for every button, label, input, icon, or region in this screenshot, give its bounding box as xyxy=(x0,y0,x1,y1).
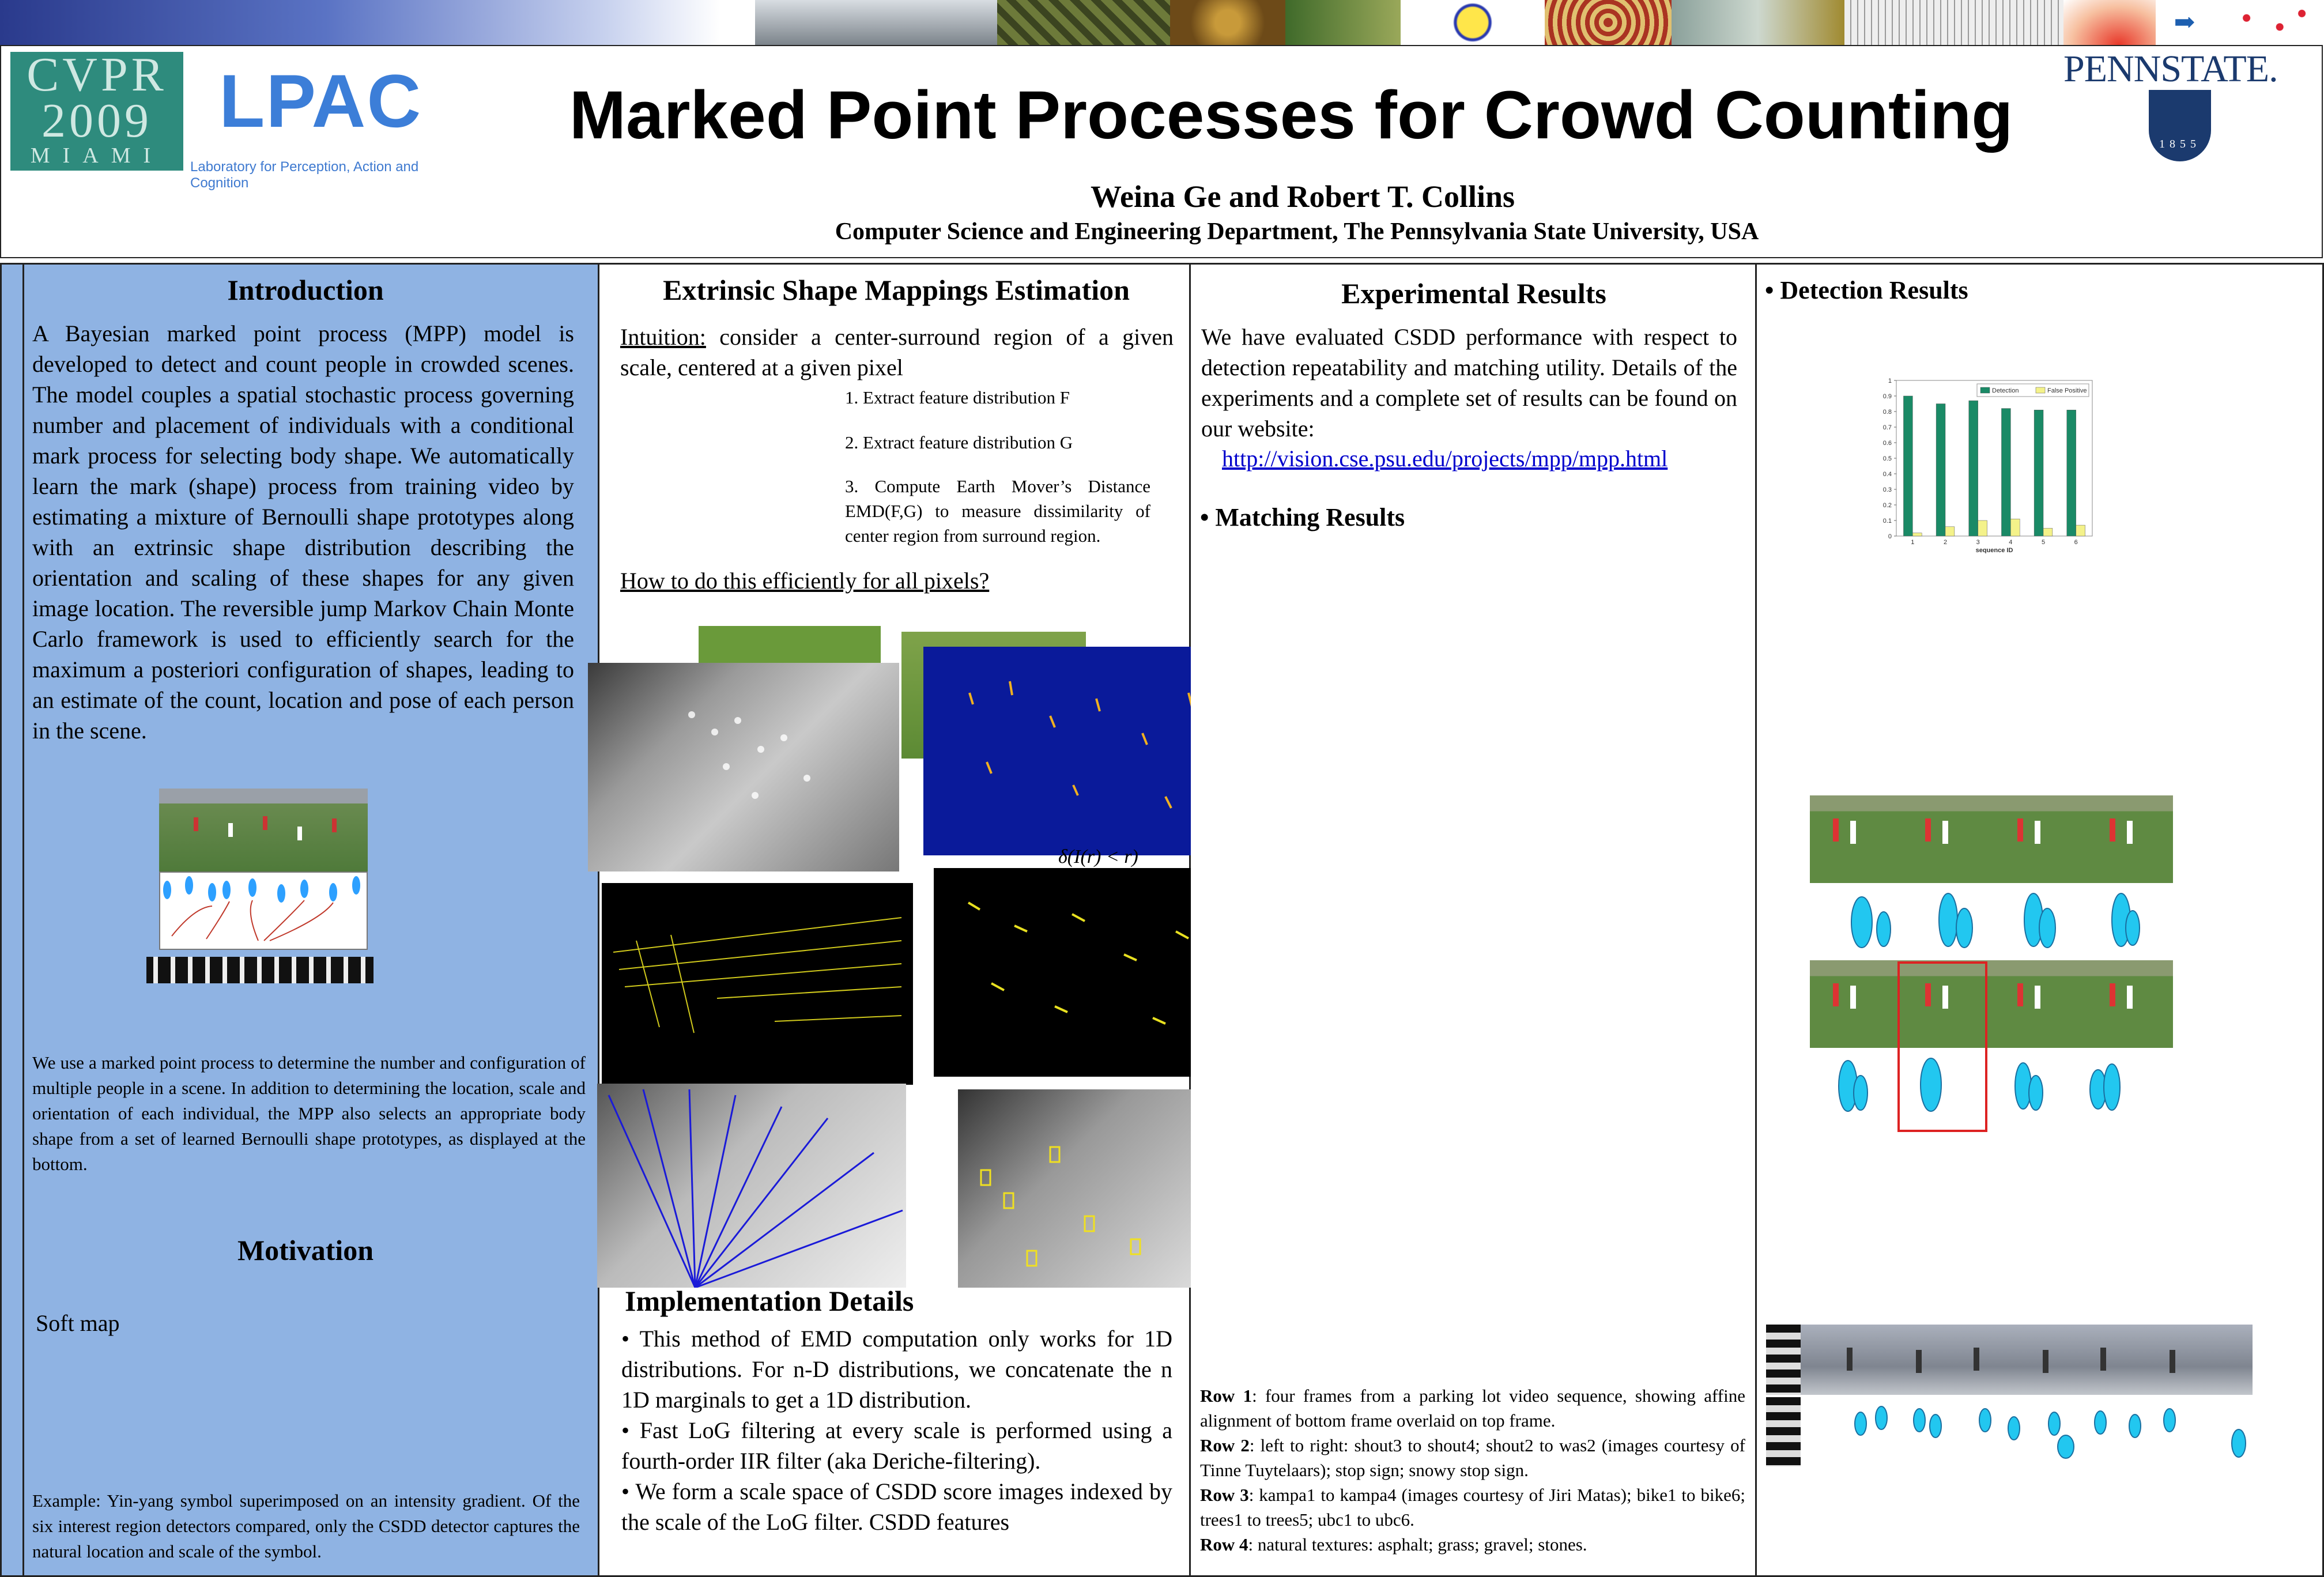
shape-mark-image xyxy=(159,871,368,950)
chart-bar-detection xyxy=(2067,410,2076,536)
step-1: 1. Extract feature distribution F xyxy=(845,387,1070,408)
chart-y-tick-label: 0.6 xyxy=(1882,440,1892,447)
chart-y-tick-label: 1 xyxy=(1888,378,1892,384)
flower-thumbnail xyxy=(1672,0,1844,45)
motivation-title: Motivation xyxy=(237,1234,374,1266)
bernoulli-prototypes-strip xyxy=(146,957,373,983)
row-caption-4-text: : natural textures: asphalt; grass; gravel; stones. xyxy=(1248,1534,1587,1555)
chart-legend-swatch xyxy=(1980,387,1990,393)
intuition-text: consider a center-surround region of a given scale, centered at a given pixel xyxy=(620,324,1174,380)
row-caption-1 xyxy=(1200,1383,1745,1433)
pennstate-shield-icon xyxy=(2149,90,2211,161)
chart-x-tick-label: 4 xyxy=(2009,539,2013,546)
lpac-logo: LPAC xyxy=(219,59,422,143)
gradient-thumbnail xyxy=(2063,0,2156,45)
chart-x-tick-label: 6 xyxy=(2074,539,2078,546)
chart-y-tick-label: 0.4 xyxy=(1882,471,1892,478)
pattern-thumbnail xyxy=(1545,0,1672,45)
cvpr-logo-line1: CVPR xyxy=(27,48,167,101)
introduction-paragraph: A Bayesian marked point process (MPP) model is developed to detect and count people in crowded scenes. The model couples a spatial stochastic process governing number and placement of individuals with a conditional mark process for selecting body shape. We automatically learn the mark (shape) process from training video by estimating a mixture of Bernoulli shape prototypes along with an extrinsic shape distribution describing the orientation and scaling of these shapes for any given image location. The reversible jump Markov Chain Monte Carlo framework is used to efficiently search for the maximum a posteriori configuration of shapes, leading to an estimate of the count, location and pose of each person in the scene. xyxy=(32,320,574,744)
soft-map-label: Soft map xyxy=(36,1310,120,1336)
chart-legend-label: Detection xyxy=(1992,387,2019,394)
chart-y-tick-label: 0.8 xyxy=(1882,409,1892,416)
chart-bar-detection xyxy=(1969,401,1978,536)
city-thumbnail xyxy=(755,0,997,45)
chart-bar-false-positive xyxy=(1978,520,1987,536)
chart-bar-false-positive xyxy=(1912,533,1922,536)
collage-blue-rays-image xyxy=(597,1084,906,1288)
experimental-text: We have evaluated CSDD performance with respect to detection repeatability and matching utility. Details of the experiments and a complete set of results can be found on our website: xyxy=(1201,324,1737,442)
dots-thumbnail xyxy=(2213,0,2324,45)
collage-crowd-image xyxy=(588,663,899,871)
chart-bar-false-positive xyxy=(1945,527,1955,536)
chart-y-tick-label: 0.7 xyxy=(1882,424,1892,431)
chart-y-tick-label: 0.5 xyxy=(1882,455,1892,462)
chart-bar-detection xyxy=(1936,404,1945,537)
chart-bar-detection xyxy=(2034,410,2043,536)
implementation-text: • This method of EMD computation only works for 1D distributions. For n-D distributions, we concatenate the n 1D marginals to get a 1D distribution. • Fast LoG filtering at every scale is performed using a fourth-order IIR filter (aka Deriche-filtering). • We form a scale space of CSDD score images indexed by the scale of the LoG filter. CSDD features xyxy=(621,1326,1172,1535)
experimental-title: Experimental Results xyxy=(1341,277,1606,310)
introduction-caption: We use a marked point process to determine the number and configuration of multiple people in a scene. In addition to determining the location, scale and orientation of each individual, the MPP also selects an appropriate body shape from a set of learned Bernoulli shape prototypes, as displayed at the bottom. xyxy=(32,1052,586,1174)
row-caption-4 xyxy=(1200,1532,1745,1557)
chart-y-tick-label: 0.2 xyxy=(1882,502,1892,509)
collage-yellow-boxes-image xyxy=(958,1089,1204,1288)
leopard-thumbnail xyxy=(1170,0,1285,45)
formula-fragment: δ(I(r) < r) xyxy=(1058,846,1138,867)
chart-x-axis-label: sequence ID xyxy=(1975,547,2013,553)
grid-thumbnail xyxy=(1844,0,2063,45)
affiliation: Computer Science and Engineering Department, The Pennsylvania State University, USA xyxy=(835,218,1759,245)
collage-blue-map-image xyxy=(923,647,1235,855)
row-caption-1-text: : four frames from a parking lot video sequence, showing affine alignment of bottom frame overlaid on top frame. xyxy=(1200,1386,1746,1431)
row-caption-2-text: : left to right: shout3 to shout4; shout2 to was2 (images courtesy of Tinne Tuytelaars); stop sign; snowy stop sign. xyxy=(1200,1435,1745,1480)
chart-y-tick-label: 0.3 xyxy=(1882,486,1892,493)
bottom-video-frames xyxy=(1766,1325,2253,1395)
project-website-link[interactable]: http://vision.cse.psu.edu/projects/mpp/mpp.html xyxy=(1222,446,1668,471)
extrinsic-title: Extrinsic Shape Mappings Estimation xyxy=(663,274,1130,306)
detection-shapes-row-2 xyxy=(1810,1052,2173,1122)
chart-y-tick-label: 0.9 xyxy=(1882,393,1892,400)
step-3: 3. Compute Earth Mover’s Distance EMD(F,G) to measure dissimilarity of center region from surround region. xyxy=(845,476,1150,546)
cvpr-logo-line3: MIAMI xyxy=(30,144,164,168)
soccer-frame-image xyxy=(159,788,368,871)
collage-yellow-edges-image xyxy=(602,883,913,1085)
chart-bar-false-positive xyxy=(2010,519,2020,536)
chart-legend-label: False Positive xyxy=(2047,387,2087,394)
chart-bar-false-positive xyxy=(2043,529,2053,537)
row-caption-3 xyxy=(1200,1482,1745,1532)
extrinsic-intuition xyxy=(620,322,1174,383)
shield-year: 1855 xyxy=(2159,138,2201,150)
chart-y-tick-label: 0.1 xyxy=(1882,518,1892,525)
row-caption-1-label: Row 1 xyxy=(1200,1386,1252,1406)
row-caption-3-text: : kampa1 to kampa4 (images courtesy of Jiri Matas); bike1 to bike6; trees1 to trees5; ubc1 to ubc6. xyxy=(1200,1485,1745,1530)
lpac-subtitle: Laboratory for Perception, Action and Cognition xyxy=(190,159,419,191)
detection-frames-row-2 xyxy=(1810,960,2173,1048)
row-caption-4-label: Row 4 xyxy=(1200,1534,1248,1555)
chart-bar-false-positive xyxy=(2076,525,2085,536)
efficiency-question: How to do this efficiently for all pixels? xyxy=(620,568,990,594)
row-caption-2 xyxy=(1200,1433,1745,1482)
row-captions xyxy=(1200,1383,1745,1557)
chart-x-tick-label: 1 xyxy=(1911,539,1915,546)
chart-bar-detection xyxy=(2001,409,2010,536)
detection-results-title: • Detection Results xyxy=(1765,276,1968,304)
bottom-detection-shapes xyxy=(1766,1397,2253,1466)
highlight-box xyxy=(1897,961,1987,1132)
top-image-strip xyxy=(0,0,2324,45)
motivation-example-caption: Example: Yin-yang symbol superimposed on an intensity gradient. Of the six interest region detectors compared, only the CSDD detector captures the natural location and scale of the symbol. xyxy=(32,1491,580,1561)
texture-thumbnail xyxy=(997,0,1170,45)
chart-legend-swatch xyxy=(2036,387,2045,393)
chart-y-tick-label: 0 xyxy=(1888,533,1892,540)
chart-plot-area xyxy=(1896,380,2092,536)
cvpr-logo-line2: 2009 xyxy=(42,94,152,148)
detection-shapes-row-1 xyxy=(1810,888,2173,957)
step-2: 2. Extract feature distribution G xyxy=(845,432,1073,452)
matching-results-title: • Matching Results xyxy=(1200,503,1405,531)
arrow-right-icon: ➡ xyxy=(2156,0,2213,45)
poster-title: Marked Point Processes for Crowd Counting xyxy=(569,77,2013,153)
row-caption-3-label: Row 3 xyxy=(1200,1485,1249,1505)
authors: Weina Ge and Robert T. Collins xyxy=(1090,179,1515,214)
chart-x-tick-label: 3 xyxy=(1976,539,1980,546)
introduction-title: Introduction xyxy=(227,274,384,306)
pennstate-logo: PENNSTATE. xyxy=(2063,48,2278,90)
row-caption-2-label: Row 2 xyxy=(1200,1435,1250,1455)
chart-x-tick-label: 2 xyxy=(1943,539,1948,546)
chart-bar-detection xyxy=(1903,396,1912,536)
cvpr-logo xyxy=(10,48,183,171)
detection-frames-row-1 xyxy=(1810,795,2173,883)
nature-thumbnail xyxy=(1285,0,1401,45)
intuition-label: Intuition: xyxy=(620,324,706,350)
implementation-title: Implementation Details xyxy=(625,1285,914,1317)
yinyang-thumbnail xyxy=(1401,0,1545,45)
detection-bar-chart xyxy=(1873,369,2104,553)
chart-x-tick-label: 5 xyxy=(2041,539,2046,546)
